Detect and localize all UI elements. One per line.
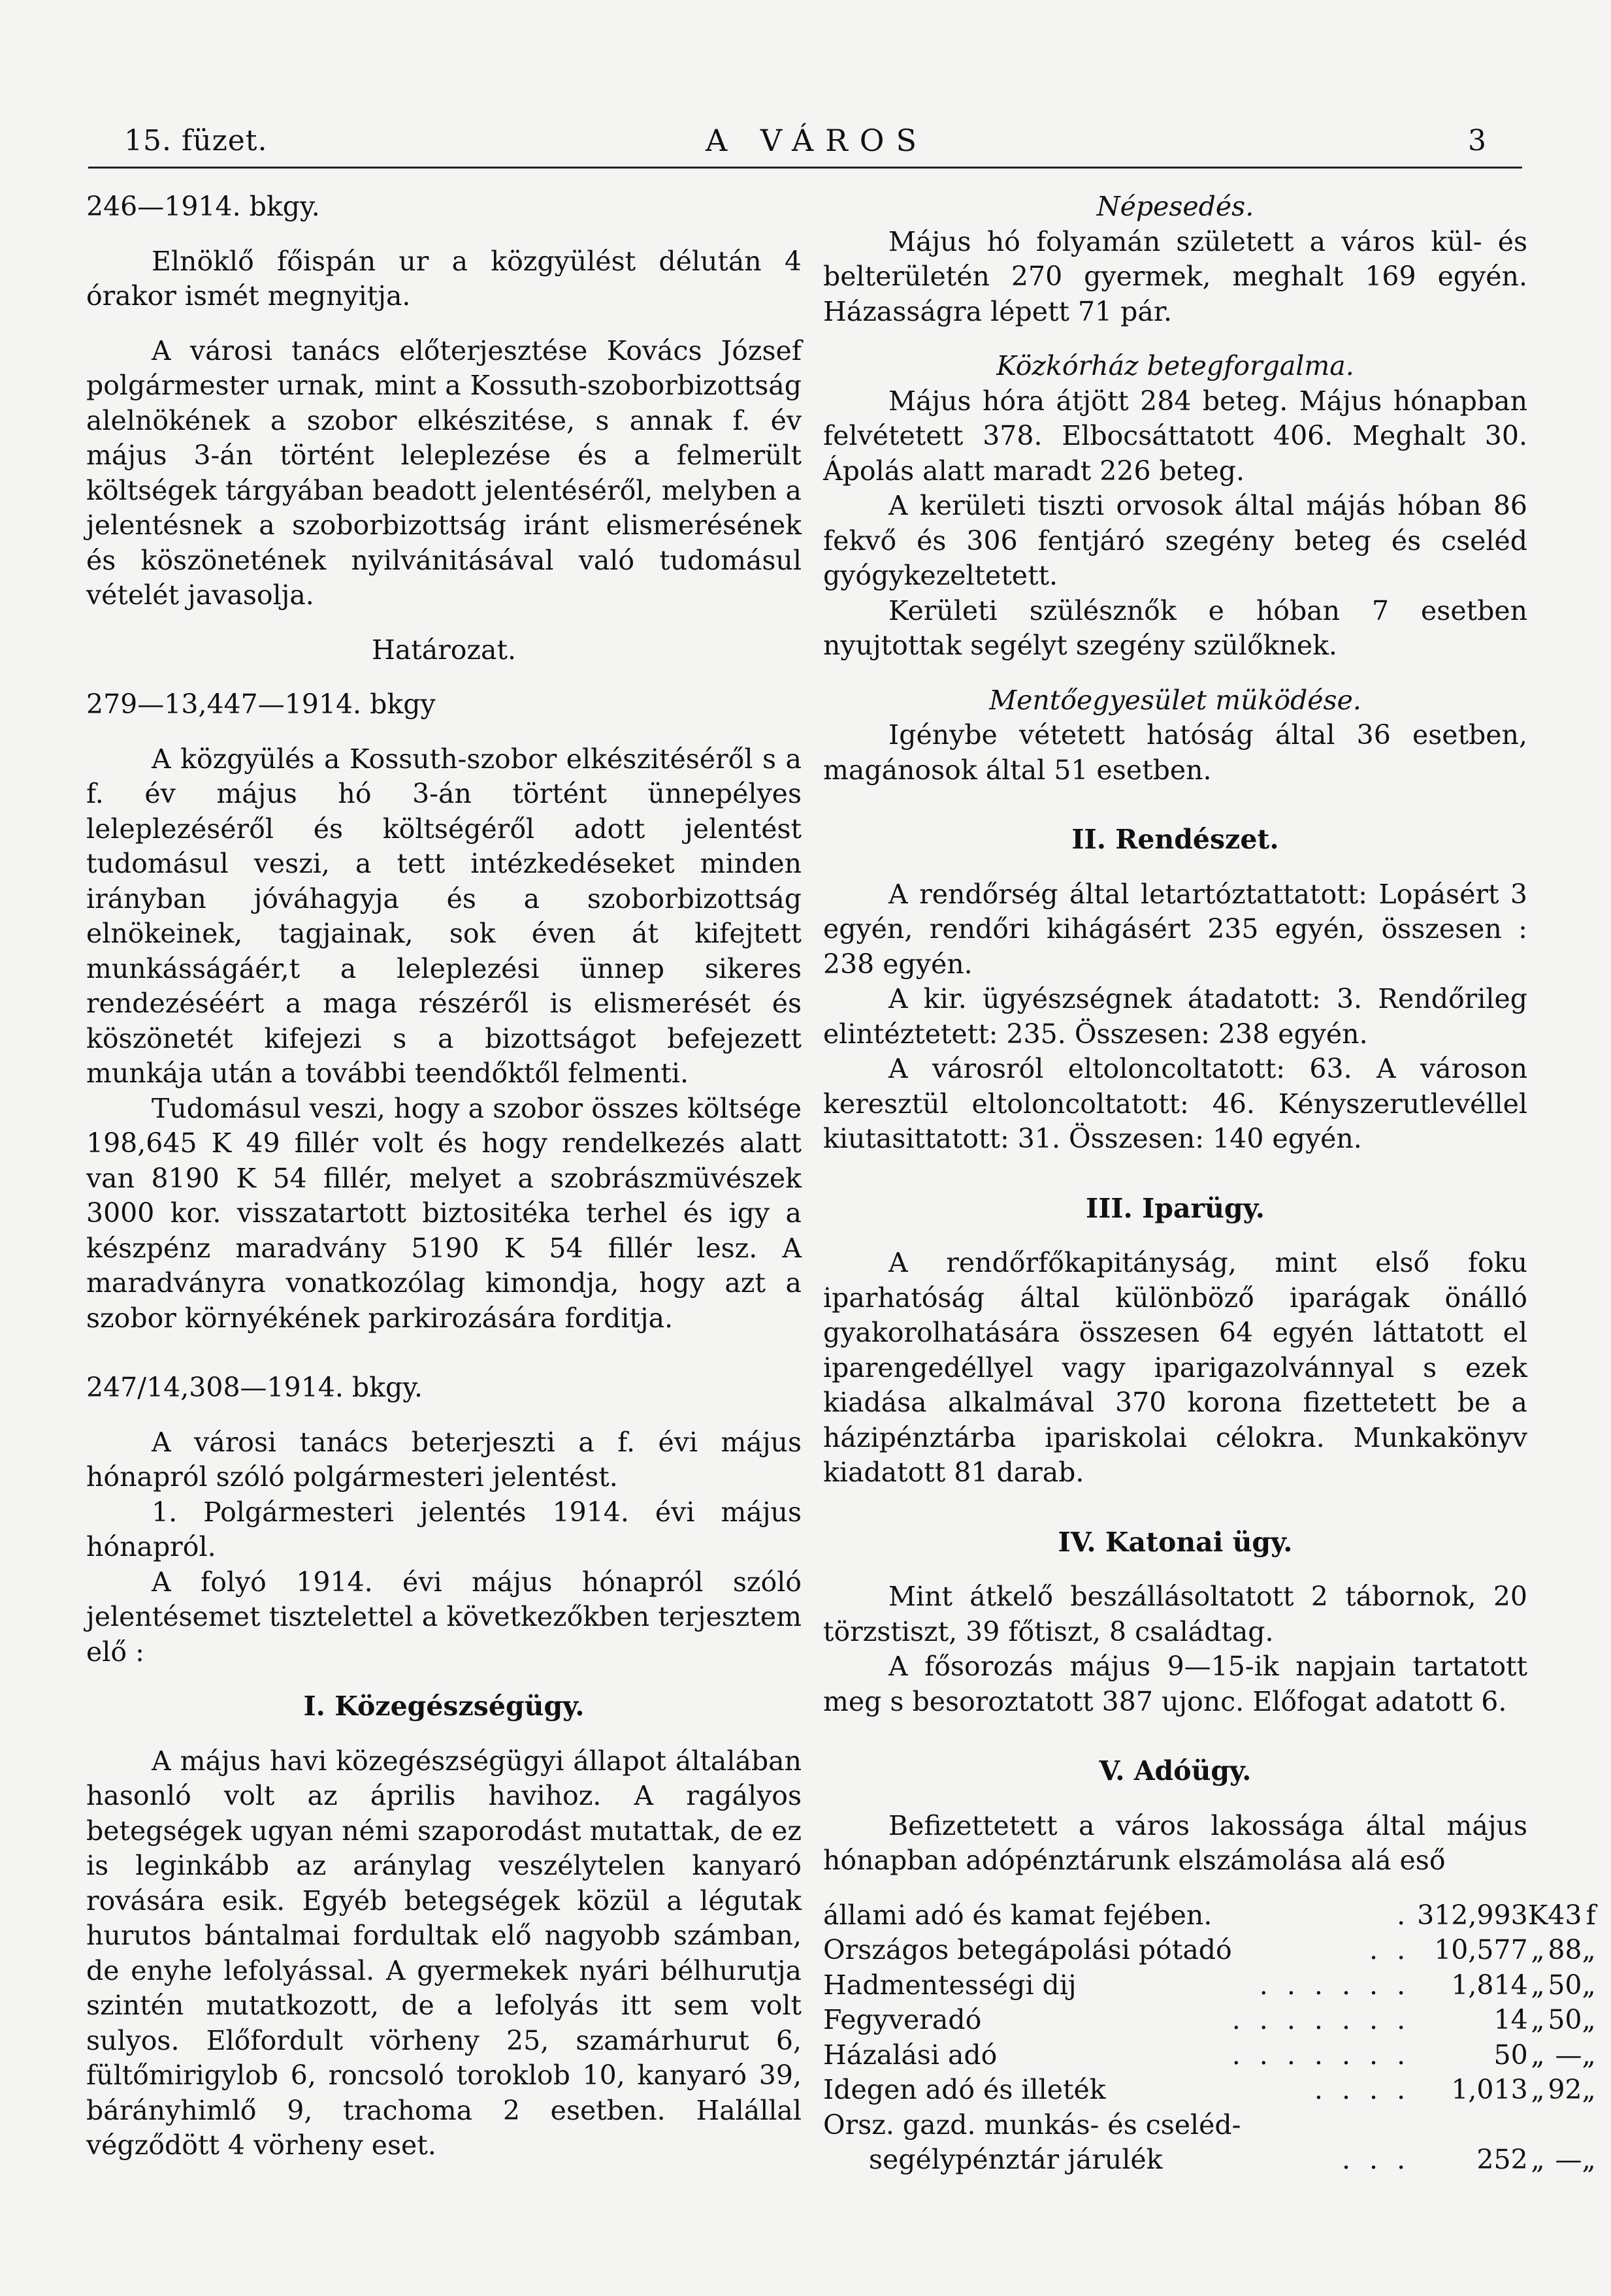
- korona-unit: „: [1531, 2039, 1545, 2071]
- reference-number: 246—1914. bkgy.: [86, 191, 320, 222]
- tax-label: Idegen adó és illeték: [823, 2074, 1106, 2105]
- tax-label: Hadmentességi dij: [823, 1969, 1077, 2001]
- filler-amount: 88: [1548, 1934, 1582, 1965]
- table-row: [823, 2073, 1596, 2108]
- tax-label: Országos betegápolási pótadó: [823, 1934, 1232, 1965]
- korona-unit: „: [1531, 2004, 1545, 2035]
- journal-title: A VÁROS: [706, 123, 929, 158]
- table-row: [823, 2003, 1596, 2038]
- paragraph: A rendőrfőkapitányság, mint első foku iparhatóság által különböző iparágak önálló gyakorolhatására összesen 64 egyén láttatott el iparengedéllyel vagy iparigazolvánnyal s ezek kiadása alkalmával 370 korona fizettetett be a házipénztárba ipariskolai célokra. Munkakönyv kiadatott 81 darab.: [823, 1247, 1527, 1488]
- filler-amount: —: [1555, 2144, 1582, 2175]
- section-heading: I. Közegészségügy.: [303, 1690, 585, 1722]
- leader-dots: . . . . . . .: [1231, 2004, 1411, 2035]
- filler-amount: 50: [1548, 1969, 1582, 2001]
- subsection-heading: Közkórház betegforgalma.: [996, 350, 1354, 381]
- filler-unit: „: [1582, 2144, 1596, 2175]
- paragraph: A közgyülés a Kossuth-szobor elkészitéséről s a f. év május hó 3-án történt ünnepélyes leleplezéséről és költségéről adott jelentést tudomásul veszi, a tett intézkedéseket minden irányban jóváhagyja és a szoborbizottság elnökeinek, tagjainak, sok éven át kifejtett munkásságáér,t a leleplezési ünnep sikeres rendezéséért a maga részéről is elismerését és köszönetét kifejezi s a bizottságot befejezett munkája után a további teendőktől felmenti.: [86, 743, 802, 1089]
- filler-unit: „: [1582, 2074, 1596, 2105]
- page-number: 3: [1468, 124, 1486, 157]
- section-heading: V. Adóügy.: [1099, 1755, 1252, 1787]
- running-header: [88, 118, 1522, 169]
- leader-dots: . . . .: [1314, 2074, 1411, 2105]
- paragraph: Május hóra átjött 284 beteg. Május hónapban felvétetett 378. Elbocsáttatott 406. Meghalt 30. Ápolás alatt maradt 226 beteg.: [823, 385, 1527, 487]
- paragraph: Elnöklő főispán ur a közgyülést délután 4 órakor ismét megnyitja.: [86, 245, 802, 312]
- korona-unit: K: [1527, 1899, 1548, 1931]
- reference-number: 247/14,308—1914. bkgy.: [86, 1372, 423, 1403]
- table-row: [823, 2108, 1596, 2143]
- filler-amount: —: [1555, 2039, 1582, 2071]
- paragraph: Igénybe vétetett hatóság által 36 esetben, magánosok által 51 esetben.: [823, 719, 1527, 786]
- paragraph: A rendőrség által letartóztattatott: Lopásért 3 egyén, rendőri kihágásért 235 egyén, összesen : 238 egyén.: [823, 878, 1527, 980]
- section-heading: IV. Katonai ügy.: [1058, 1526, 1293, 1558]
- paragraph: Befizettetett a város lakossága által május hónapban adópénztárunk elszámolása alá eső: [823, 1809, 1527, 1876]
- korona-amount: 1,013: [1451, 2074, 1528, 2105]
- paragraph: Május hó folyamán született a város kül- és belterületén 270 gyermek, meghalt 169 egyén. Házasságra lépett 71 pár.: [823, 225, 1527, 327]
- paragraph: A városról eltoloncoltatott: 63. A városon keresztül eltoloncoltatott: 46. Kényszerutlevéllel kiutasittatott: 31. Összesen: 140 egyén.: [823, 1053, 1527, 1154]
- filler-amount: 43: [1548, 1899, 1582, 1931]
- paragraph: A kerületi tiszti orvosok által májás hóban 86 fekvő és 306 fentjáró szegény beteg és cseléd gyógykezeltetett.: [823, 490, 1527, 591]
- filler-unit: „: [1582, 1934, 1596, 1965]
- paragraph: A fősorozás május 9—15-ik napjain tartatott meg s besoroztatott 387 ujonc. Előfogat adatott 6.: [823, 1651, 1527, 1717]
- tax-label: Fegyveradó: [823, 2004, 982, 2035]
- paragraph: 1. Polgármesteri jelentés 1914. évi május hónapról.: [86, 1496, 802, 1562]
- korona-amount: 252: [1476, 2144, 1528, 2175]
- filler-amount: 92: [1548, 2074, 1582, 2105]
- subsection-heading: Mentőegyesület müködése.: [989, 684, 1361, 716]
- table-row: [823, 2142, 1596, 2178]
- paragraph: A városi tanács előterjesztése Kovács József polgármester urnak, mint a Kossuth-szoborbizottság alelnökének a szobor elkészitése, s annak f. év május 3-án történt leleplezése és a felmerült költségek tárgyában beadott jelentéséről, melyben a jelentésnek a szoborbizottság iránt elismerésének és köszönetének nyilvánitásával való tudomásul vételét javasolja.: [86, 334, 802, 611]
- korona-amount: 312,993: [1417, 1899, 1528, 1931]
- reference-number: 279—13,447—1914. bkgy: [86, 688, 436, 720]
- korona-amount: 1,814: [1451, 1969, 1528, 2001]
- issue-label: 15. füzet.: [124, 124, 268, 157]
- filler-amount: 50: [1548, 2004, 1582, 2035]
- filler-unit: „: [1582, 2039, 1596, 2071]
- resolution-heading: Határozat.: [372, 634, 516, 666]
- right-column: [823, 189, 1596, 2178]
- table-row: [823, 2038, 1596, 2073]
- korona-amount: 10,577: [1434, 1934, 1528, 1965]
- tax-label: állami adó és kamat fejében.: [823, 1899, 1212, 1931]
- paragraph: Kerületi szülésznők e hóban 7 esetben nyujtottak segélyt szegény szülőknek.: [823, 594, 1527, 661]
- tax-table: [823, 1898, 1596, 2178]
- paragraph: A városi tanács beterjeszti a f. évi május hónapról szóló polgármesteri jelentést.: [86, 1426, 802, 1493]
- paragraph: Mint átkelő beszállásoltatott 2 tábornok, 20 törzstiszt, 39 főtiszt, 8 családtag.: [823, 1581, 1527, 1647]
- table-row: [823, 1933, 1596, 1968]
- filler-unit: „: [1582, 1969, 1596, 2001]
- paragraph: Tudomásul veszi, hogy a szobor összes költsége 198,645 K 49 fillér volt és hogy rendelkezés alatt van 8190 K 54 fillér, melyet a szobrászmüvészek 3000 kor. visszatartott biztositéka terhel és igy a készpénz maradvány 5190 K 54 fillér lesz. A maradványra vonatkozólag kimondja, hogy azt a szobor környékének parkirozására forditja.: [86, 1092, 802, 1334]
- section-heading: III. Iparügy.: [1086, 1192, 1265, 1224]
- korona-amount: 50: [1493, 2039, 1528, 2071]
- leader-dots: . . .: [1341, 2144, 1411, 2175]
- korona-amount: 14: [1493, 2004, 1528, 2035]
- paragraph: A folyó 1914. évi május hónapról szóló jelentésemet tisztelettel a következőkben terjesztem elő :: [86, 1566, 802, 1668]
- korona-unit: „: [1531, 2074, 1545, 2105]
- tax-label: segélypénztár járulék: [869, 2144, 1163, 2175]
- tax-label: Orsz. gazd. munkás- és cseléd-: [823, 2109, 1241, 2141]
- korona-unit: „: [1531, 1934, 1545, 1965]
- paragraph: A kir. ügyészségnek átadatott: 3. Rendőrileg elintéztetett: 235. Összesen: 238 egyén.: [823, 983, 1527, 1050]
- section-heading: II. Rendészet.: [1071, 824, 1279, 855]
- filler-unit: „: [1582, 2004, 1596, 2035]
- leader-dots: .: [1397, 1899, 1411, 1931]
- leader-dots: . . . . . .: [1259, 1969, 1411, 2001]
- leader-dots: . .: [1369, 1934, 1411, 1965]
- korona-unit: „: [1531, 2144, 1545, 2175]
- paragraph: A május havi közegészségügyi állapot általában hasonló volt az április havihoz. A ragályos betegségek ugyan némi szaporodást mutattak, de ez is leginkább az aránylag veszélytelen kanyaró rovására esik. Egyéb betegségek közül a légutak hurutos bántalmai fordultak elő nagyobb számban, de enyhe lefolyással. A gyermekek nyári bélhurutja szintén mutatkozott, de a lefolyás itt sem volt sulyos. Előfordult vörheny 25, szamárhurut 6, fültőmirigylob 6, roncsoló toroklob 10, kanyaró 39, bárányhimlő 9, trachoma 2 esetben. Halállal végződött 4 vörheny eset.: [86, 1745, 802, 2161]
- left-column: [86, 189, 802, 2163]
- filler-unit: f: [1586, 1899, 1596, 1931]
- subsection-heading: Népesedés.: [1096, 191, 1254, 222]
- leader-dots: . . . . . . .: [1231, 2039, 1411, 2071]
- table-row: [823, 1968, 1596, 2003]
- korona-unit: „: [1531, 1969, 1545, 2001]
- table-row: [823, 1898, 1596, 1933]
- tax-label: Házalási adó: [823, 2039, 998, 2071]
